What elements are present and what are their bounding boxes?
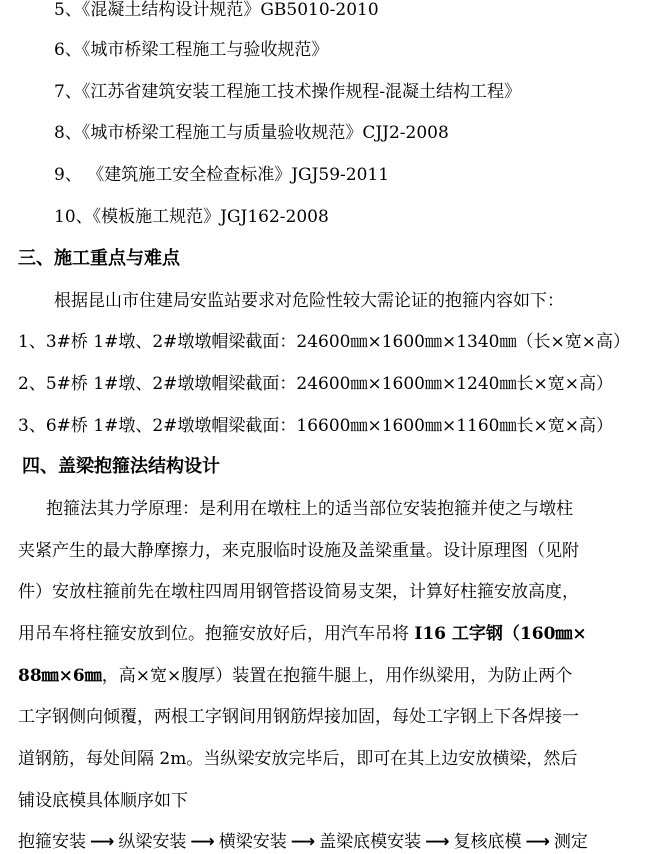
reference-item: 7、《江苏省建筑安装工程施工技术操作规程-混凝土结构工程》 [54, 82, 522, 102]
list-item: 1、3#桥 1#墩、2#墩墩帽梁截面：24600㎜×1600㎜×1340㎜（长×宽×高） [18, 332, 630, 352]
flow-step: 测定 [553, 832, 588, 852]
arrow-right-icon: ⟶ [525, 832, 550, 852]
flow-step: 纵梁安装 [118, 832, 187, 852]
paragraph-text: 用吊车将柱箍安放到位。抱箍安放好后，用汽车吊将 [18, 624, 415, 644]
reference-item: 9、 《建筑施工安全检查标准》JGJ59-2011 [54, 165, 390, 185]
paragraph-line: 道钢筋，每处间隔 2m。当纵梁安放完毕后，即可在其上边安放横梁，然后 [18, 749, 578, 769]
paragraph-line: 工字钢侧向倾覆，两根工字钢间用钢筋焊接加固，每处工字钢上下各焊接一 [18, 707, 579, 727]
flow-step: 横梁安装 [218, 832, 287, 852]
section-heading: 三、施工重点与难点 [18, 248, 180, 269]
arrow-right-icon: ⟶ [190, 832, 215, 852]
arrow-right-icon: ⟶ [425, 832, 450, 852]
paragraph-text: ，高×宽×腹厚）装置在抱箍牛腿上，用作纵梁用，为防止两个 [101, 666, 573, 686]
paragraph-line: 件）安放柱箍前先在墩柱四周用钢管搭设简易支架，计算好柱箍安放高度， [18, 582, 579, 602]
reference-item: 5、《混凝土结构设计规范》GB5010-2010 [54, 0, 379, 20]
reference-item: 8、《城市桥梁工程施工与质量验收规范》CJJ2-2008 [54, 123, 449, 143]
flow-step: 抱箍安装 [18, 832, 86, 852]
paragraph-intro: 根据昆山市住建局安监站要求对危险性较大需论证的抱箍内容如下： [54, 291, 564, 311]
section-heading: 四、盖梁抱箍法结构设计 [22, 456, 220, 477]
paragraph-bold-text: 88㎜×6㎜ [18, 666, 102, 686]
paragraph-line [18, 622, 587, 646]
paragraph-line: 抱箍法其力学原理：是利用在墩柱上的适当部位安装抱箍并使之与墩柱 [46, 499, 573, 519]
process-flow [18, 830, 588, 854]
flow-step: 复核底模 [453, 832, 522, 852]
paragraph-line: 铺设底模具体顺序如下 [18, 791, 188, 811]
arrow-right-icon: ⟶ [90, 832, 115, 852]
flow-step: 盖梁底模安装 [319, 832, 422, 852]
paragraph-bold-text: I16 工字钢（160㎜× [414, 624, 587, 644]
paragraph-line [18, 664, 572, 688]
paragraph-line: 夹紧产生的最大静摩擦力，来克服临时设施及盖梁重量。设计原理图（见附 [18, 541, 579, 561]
arrow-right-icon: ⟶ [290, 832, 316, 852]
reference-item: 10、《模板施工规范》JGJ162-2008 [54, 207, 329, 227]
list-item: 2、5#桥 1#墩、2#墩墩帽梁截面：24600㎜×1600㎜×1240㎜长×宽×高） [18, 374, 613, 394]
list-item: 3、6#桥 1#墩、2#墩墩帽梁截面：16600㎜×1600㎜×1160㎜长×宽×高） [18, 416, 613, 436]
reference-item: 6、《城市桥梁工程施工与验收规范》 [54, 40, 329, 60]
